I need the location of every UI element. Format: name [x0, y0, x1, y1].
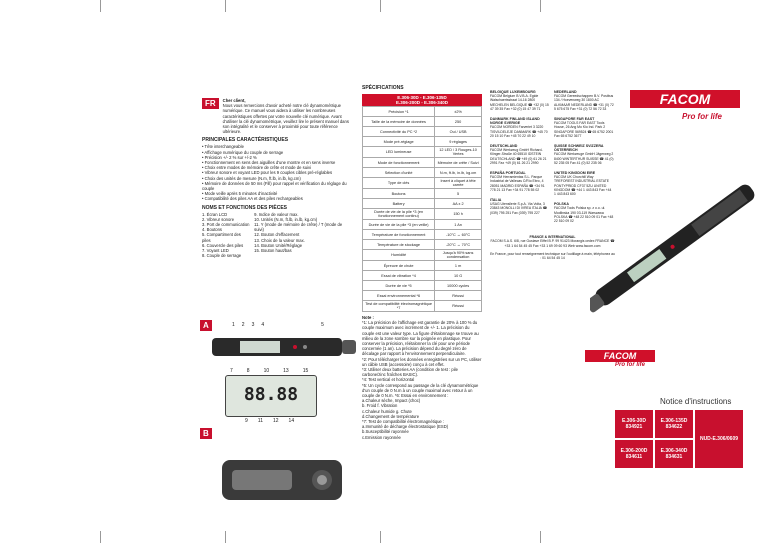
table-row: [363, 230, 482, 240]
table-row: [363, 261, 482, 271]
specifications-panel: [362, 85, 482, 440]
table-row: [363, 281, 482, 291]
facom-logo-mid: FACOM Pro for life: [585, 350, 725, 368]
table-row: [363, 117, 482, 127]
spec-label: Sélection d'unité: [363, 168, 435, 178]
specs-table: [362, 106, 482, 312]
distributors-left: [490, 90, 550, 229]
spec-label: Boutons: [363, 189, 435, 199]
spec-label: Durée de vie de la pile *3 (en fonctionnement continu): [363, 209, 435, 220]
distributor-entry: NEDERLAND FACOM Gereedschappen B.V. Postbus 134 / Hoevenweg 30 1800 AC ALKMAAR NEDERLAND ☎ +31 (0) 72 5 675 675 Fax +31 (0) 72 56 72 33: [554, 90, 614, 111]
spec-label: Mode de fonctionnement: [363, 158, 435, 168]
distributor-entry: POLSKA FACOM Tools Polska sp. z o.o. ul. Modlinska 190 03-119 Warszawa POLSKA ☎ +48 22 510 09 01 Fax +48 22 510 09 02: [554, 202, 614, 224]
table-row: [363, 168, 482, 178]
callouts-bottom: 9 11 12 14: [245, 418, 295, 424]
distributor-entry: ITALIA USAG Utensilerie S.p.A. Via Volta, 3 23843 MONOLLI DI IVREA ITALIA ☎ (039) 795 251 Fax (039) 795 227: [490, 198, 547, 215]
specs-notes: Note : *1: La précision de l'affichage est garantie de 20% à 100 % du couple maximum avec incrément de +/- 1. La précision du couple est une valeur type. La figure d'étalonnage se trouve au milieu de la zone sombre sur la poignée en plastique. Pour conserver la précision, réétalonner la clé pour une période concernée (1 an). La précision dépend du degré zéro de décalage par rapport à l'environnement perpendiculaire. *2: Pour télécharger les données enregistrées sur un PC, utiliser un câble USB (accessoire) conçu à cet effet. *3: Utiliser deux batteries AA (condition de test : pile carbone/zinc fraîches BASIC). *4: Test vertical et horizontal *5: Un cycle correspond au passage de la clé dynamométrique d'un couple de 0 N.m à un couple maximal avec retour à un couple de 0 N.m. *6: Essai en environnement : a.Chaleur sèche, Impact (choc) b. Froid f. Vibration c.Chaleur humide g. Chute d.Changement de température *7: Test de compatibilité électromagnétique : a.Immunité de décharge électrostatique (ESD) b.Susceptibilité rayonnée c.Emission rayonnée: [362, 315, 482, 440]
spec-value: 250: [435, 117, 482, 127]
spec-value: 9 réglages: [435, 137, 482, 147]
spec-value: 1 m: [435, 261, 482, 271]
table-row: [363, 178, 482, 189]
fr-block: [202, 98, 352, 258]
callouts-top: 1 2 3 4 5: [232, 322, 324, 328]
spec-value: Oui / USB: [435, 127, 482, 137]
lcd-display: [225, 375, 317, 417]
spec-label: LED lumineuse: [363, 147, 435, 158]
callouts-mid: 7 8 10 13 15: [230, 368, 309, 374]
distributor-entry: SINGAPORE FAR EAST FACOM TOOLS FAR EAST Tools House, 26 Ang Mo Kio Ind. Park 2 SINGAPORE 569524 ☎ 65 6752 2001 Fax 65 6752 3677: [554, 117, 614, 138]
table-row: [363, 147, 482, 158]
table-row: [363, 301, 482, 312]
spec-value: 1 An: [435, 220, 482, 230]
distributor-entry: DANMARK FINLAND ISLAND NORGE SVERIGE FACOM NORDEN Farveriet 3 3220 TISVILDELEJE DANMARK ☎ +45 70 20 15 10 Fax +45 70 22 49 10: [490, 117, 548, 138]
spec-value: AA x 2: [435, 199, 482, 209]
table-row: [363, 137, 482, 147]
spec-value: 10000 cycles: [435, 281, 482, 291]
spec-value: Jusqu'à 90% sans condensation: [435, 250, 482, 261]
parts-list-right: 9. Indice de valeur max. 10. Unités (N.m, ft.lb, in.lb, kg.cm) 11. Y (mode de mémoire de crête) / T (mode de suivi) 12. Bouton d'effacement 13. Choix de la valeur max. 14. Bouton Unité/Réglage 15. Bouton haut/bas: [254, 211, 343, 254]
spec-label: Précision *1: [363, 107, 435, 117]
spec-value: -10°C ↔ 60°C: [435, 230, 482, 240]
wrench-diagram: [200, 320, 360, 535]
model-box: E.306-200D 834611: [615, 440, 653, 468]
table-row: [363, 127, 482, 137]
slogan-top: Pro for life: [682, 112, 723, 121]
specs-header: E.306-30D - E.306-135D E.306-200D - E.306-340D: [362, 94, 482, 106]
distributor-entry: DEUTSCHLAND FACOM Werkzeug GmbH Richard-Klinger-Straße 40 65510 IDSTEIN DEUTSCHLAND ☎ +49 (0) 61 26 21 2991 Fax +49 (0) 61 26 21 2990: [490, 144, 547, 165]
spec-label: Humidité: [363, 250, 435, 261]
model-box: E.306-135D 834622: [655, 410, 693, 438]
table-row: [363, 220, 482, 230]
spec-label: Épreuve de chute: [363, 261, 435, 271]
table-row: [363, 291, 482, 301]
table-row: [363, 209, 482, 220]
model-box: E.306-30D 834921: [615, 410, 653, 438]
wrench-cover-illustration: [590, 150, 760, 340]
facom-logo-top: [630, 90, 758, 110]
distributor-entry: SUISSE SCHWEIZ SVIZZERA ÖSTERREICH FACOM Werkzeuge GmbH Jägerweg 2 8400 WINTERTHUR SUISSE ☎ 41 (0) 52 235 05 Fax 41 (0) 52 235 06: [554, 144, 614, 165]
spec-label: Durée de vie de la pile *3 (en veille): [363, 220, 435, 230]
models-grid: [615, 410, 765, 470]
lcd-value: 88.88: [243, 384, 299, 405]
facom-logo: FACOM: [630, 90, 740, 108]
specs-title: SPÉCIFICATIONS: [362, 85, 404, 91]
table-row: [363, 189, 482, 199]
spec-label: Type de clés: [363, 178, 435, 189]
diagram-a-label: A: [200, 320, 212, 331]
spec-label: Essai de vibration *4: [363, 271, 435, 281]
spec-label: Température de fonctionnement: [363, 230, 435, 240]
lang-badge: FR: [202, 98, 219, 109]
intro-title: Cher client,: [222, 98, 246, 103]
model-box: E.306-340D 834631: [655, 440, 693, 468]
spec-value: 5: [435, 189, 482, 199]
intro-text: Nous vous remercions d'avoir acheté notre clé dynamométrique numérique. Ce manuel vous aidera à utiliser les nombreuses caractéristiques offertes par votre nouvelle clé numérique. Avant d'utiliser la clé dynamométrique, veuillez lire le présent manuel dans son intégralité et le conserver à proximité pour toute référence ultérieure.: [222, 103, 349, 135]
spec-value: 150 h: [435, 209, 482, 220]
spec-label: Durée de vie *5: [363, 281, 435, 291]
spec-value: 10 G: [435, 271, 482, 281]
notice-title: Notice d'instructions: [660, 397, 732, 406]
features-list: • Tête interchangeable • Affichage numérique du couple de serrage • Précision +/- 2 % sur +/-2 % • Fonctionnement en sens des aiguilles d'une montre et en sens inverse • Choix entre modes de mémoire de crête et mode de suivi • Vibreur sonore et voyant LED pour les 9 couples cibles pré-réglables • Choix des unités de mesure (N.m, ft.lb, in.lb, kg.cm) • Mémoire de données de 50 ms (Fill) pour rappel et vérification du réglage du couple • Mode veille après 5 minutes d'inactivité • Compatibilité des piles AA et des piles rechargeables: [202, 144, 347, 202]
spec-label: Test de compatibilité électromagnétique *7: [363, 301, 435, 312]
spec-value: Réussi: [435, 291, 482, 301]
spec-value: 12 LED / 3 Rouges-10 Vertes: [435, 147, 482, 158]
table-row: [363, 107, 482, 117]
features-title: PRINCIPALES CARACTÉRISTIQUES: [202, 137, 289, 144]
distributor-entry: UNITED KINGDOM EIRE FACOM UK Churchill Way TREFOREST INDUSTRIAL ESTATE PONTYPRIDD CF37 5ZU UNITED KINGDOM ☎ +44 1 443 843 Fax +44 1 443 843 600: [554, 171, 612, 197]
battery-compartment-illustration: [212, 440, 352, 530]
spec-value: N.m, ft.lb, in.lb, kg.cm: [435, 168, 482, 178]
spec-value: Mémoire de crête / Suivi: [435, 158, 482, 168]
spec-label: Mode pré-réglage: [363, 137, 435, 147]
parts-list-left: 1. Écran LCD 2. Vibreur sonore 3. Port de communication 4. Boutons 5. Compartiment des piles 6. Couvercle des piles 7. Voyant LED 8. Couple de serrage: [202, 211, 250, 259]
distributor-entry: BELGIQUE LUXEMBOURG FACOM Belgium B.V.B.A. Egide Walschaertsstraat 14-16 2800 MECHELEN BELGIQUE ☎ +32 (0) 15 47 39 35 Fax +32 (0) 15 47 39 71: [490, 90, 549, 111]
spec-value: ±2%: [435, 107, 482, 117]
spec-value: Réussi: [435, 301, 482, 312]
table-row: [363, 271, 482, 281]
distributor-entry: ESPAÑA PORTUGAL FACOM Herramientas S.L. Parque Industrial de Vallecas C/Río Ebro, 4 28051 MADRID ESPAÑA ☎ +34 91 778 21 13 Fax +34 91 778 55 02: [490, 171, 545, 192]
slogan-mid: Pro for life: [615, 362, 646, 368]
ref-code-box: NUD-E.306/0609: [695, 410, 743, 468]
spec-value: -20°C ↔ 70°C: [435, 240, 482, 250]
spec-label: Battery: [363, 199, 435, 209]
spec-label: Taille de la mémoire de données: [363, 117, 435, 127]
table-row: [363, 199, 482, 209]
wrench-head-illustration: [210, 330, 360, 370]
spec-label: Essai environnemental *6: [363, 291, 435, 301]
table-row: [363, 240, 482, 250]
france-contact: FRANCE & INTERNATIONAL FACOM S.A.S. 6/8, rue Gustave Eiffel B.P. 99 91423 Morangis cedex FRANCE ☎ +33 1 64 54 45 45 Fax +33 1 69 09 60 93 Web www.facom.com En France, pour tout renseignement technique sur l'outillage à main, téléphonez au : 01 64 54 45 14: [490, 235, 615, 261]
spec-value: Insert à cliquet à tête carrée: [435, 178, 482, 189]
spec-label: Connectivité du PC *2: [363, 127, 435, 137]
table-row: [363, 158, 482, 168]
table-row: [363, 250, 482, 261]
spec-label: Température de stockage: [363, 240, 435, 250]
diagram-b-label: B: [200, 428, 212, 439]
parts-title: NOMS ET FONCTIONS DES PIÈCES: [202, 204, 288, 211]
